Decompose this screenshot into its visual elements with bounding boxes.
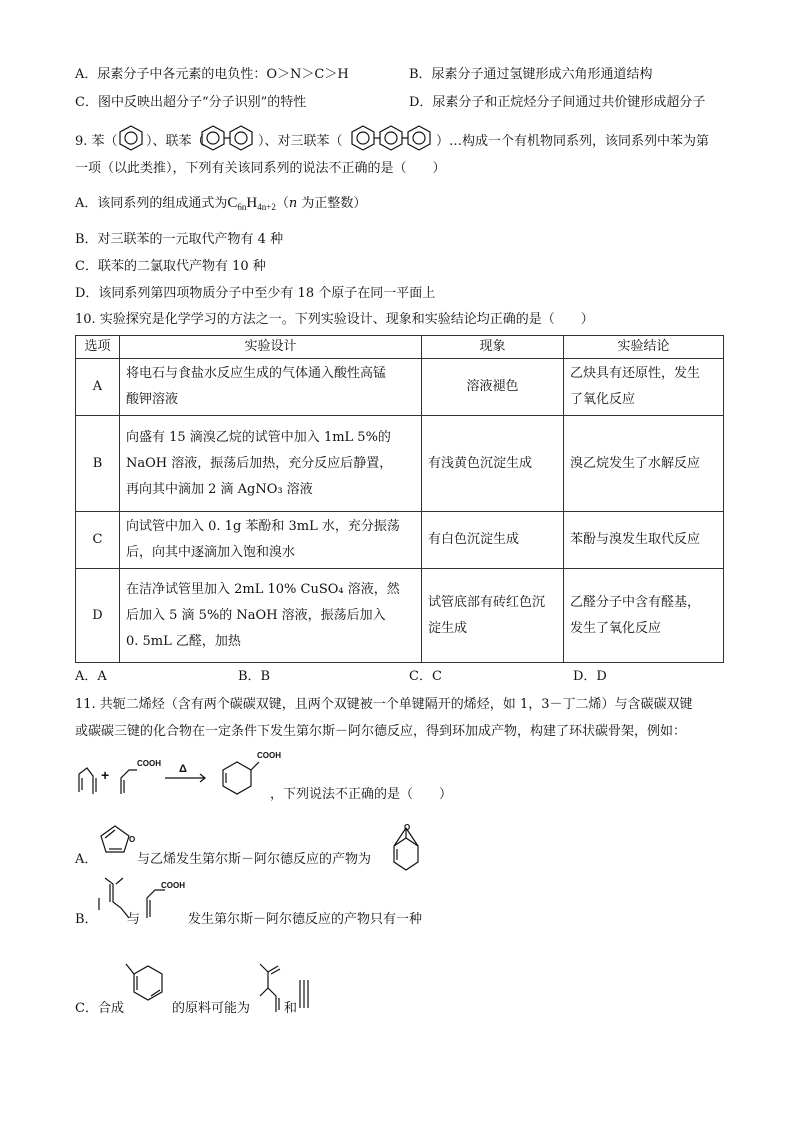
oxabicyclo-product-structure [386, 824, 430, 872]
row-phenomenon: 有白色沉淀生成 [422, 512, 564, 569]
header-option: 选项 [76, 336, 120, 359]
q9-option-b: B．对三联苯的一元取代产物有 4 种 [75, 232, 284, 247]
oxygen-label: O [404, 823, 411, 832]
row-phenomenon: 溶液褪色 [422, 359, 564, 416]
q11-option-c-text: 的原料可能为 [172, 1001, 251, 1016]
q10-answer-c: C．C [409, 669, 442, 684]
q10-answer-d: D．D [573, 669, 607, 684]
q10-answer-b: B．B [238, 669, 271, 684]
q11-option-c-label: C．合成 [75, 1001, 124, 1016]
q9-option-d: D．该同系列第四项物质分子中至少有 18 个原子在同一平面上 [75, 286, 436, 301]
row-design: 在洁净试管里加入 2mL 10% CuSO₄ 溶液，然 后加入 5 滴 5%的 NaOH 溶液，振荡后加入 0. 5mL 乙醛，加热 [120, 569, 422, 663]
header-design: 实验设计 [120, 336, 422, 359]
q11-option-b-label: B． [75, 912, 98, 927]
q10-stem: 10. 实验探究是化学学习的方法之一。下列实验设计、现象和实验结论均正确的是（ ） [75, 312, 594, 327]
table-header-row [76, 336, 724, 359]
table-row [76, 359, 724, 416]
row-conclusion: 乙炔具有还原性，发生 了氧化反应 [564, 359, 724, 416]
q9-stem-prefix: 9. 苯（ [75, 134, 118, 149]
q11-option-a-label: A． [75, 852, 98, 867]
oxygen-label: O [129, 835, 136, 844]
row-phenomenon: 试管底部有砖红色沉 淀生成 [422, 569, 564, 663]
experiment-table [75, 335, 724, 663]
biphenyl-structure [200, 124, 254, 152]
table-row [76, 416, 724, 512]
row-design: 向试管中加入 0. 1g 苯酚和 3mL 水，充分振荡 后，向其中逐滴加入饱和溴水 [120, 512, 422, 569]
row-conclusion: 溴乙烷发生了水解反应 [564, 416, 724, 512]
q11-stem-line2: 或碳碳三键的化合物在一定条件下发生第尔斯－阿尔德反应，得到环加成产物，构建了环状碳骨架，例如： [75, 724, 687, 739]
furan-structure [95, 820, 139, 864]
row-option: D [76, 569, 120, 663]
q8-option-b: B．尿素分子通过氢键形成六角形通道结构 [409, 67, 653, 82]
q11-stem-tail: ，下列说法不正确的是（ ） [270, 787, 453, 802]
q9-stem-part4: ）…构成一个有机物同系列，该同系列中苯为第 [436, 134, 710, 149]
row-design: 向盛有 15 滴溴乙烷的试管中加入 1mL 5%的 NaOH 溶液，振荡后加热，充分反应后静置， 再向其中滴加 2 滴 AgNO₃ 溶液 [120, 416, 422, 512]
q8-option-c: C．图中反映出超分子“分子识别”的特性 [75, 95, 307, 110]
q10-answer-a: A．A [75, 669, 107, 684]
plus-sign: + [101, 767, 110, 783]
row-option: A [76, 359, 120, 416]
q9-option-a: A．该同系列的组成通式为$C_{6n}H_{4n+2}(n$ 为正整数） [75, 195, 367, 212]
header-phenomenon: 现象 [422, 336, 564, 359]
row-design: 将电石与食盐水反应生成的气体通入酸性高锰 酸钾溶液 [120, 359, 422, 416]
cooh-label: COOH [161, 881, 185, 890]
delta-symbol: Δ [179, 763, 187, 775]
q8-option-a: A．尿素分子中各元素的电负性：O＞N＞C＞H [75, 67, 349, 82]
header-conclusion: 实验结论 [564, 336, 724, 359]
q9-stem-part3: ）、对三联苯（ [258, 134, 343, 149]
benzene-structure [118, 124, 144, 152]
diels-alder-scheme [75, 748, 285, 800]
table-row [76, 512, 724, 569]
q11-option-c-and: 和 [284, 1001, 298, 1016]
q9-stem-line2: 一项（以此类推），下列有关该同系列的说法不正确的是（ ） [75, 161, 446, 176]
row-phenomenon: 有浅黄色沉淀生成 [422, 416, 564, 512]
cooh-label: COOH [137, 759, 161, 768]
p-terphenyl-structure [350, 124, 432, 152]
cooh-label: COOH [257, 751, 281, 760]
q9-option-c: C．联苯的二氯取代产物有 10 种 [75, 259, 266, 274]
methylcyclohexadiene-structure [120, 960, 176, 1020]
q11-option-b-text: 发生第尔斯－阿尔德反应的产物只有一种 [188, 912, 423, 927]
table-row [76, 569, 724, 663]
q8-option-d: D．尿素分子和正烷烃分子间通过共价键形成超分子 [409, 95, 706, 110]
q11-stem-line1: 11. 共轭二烯烃（含有两个碳碳双键，且两个双键被一个单键隔开的烯烃，如 1，3－丁二烯）与含碳碳双键 [75, 697, 693, 712]
row-conclusion: 乙醛分子中含有醛基， 发生了氧化反应 [564, 569, 724, 663]
row-conclusion: 苯酚与溴发生取代反应 [564, 512, 724, 569]
q9-stem-part2: ）、联苯（ [146, 134, 205, 149]
q11-option-b-with: 与 [127, 912, 141, 927]
q11-option-a-text: 与乙烯发生第尔斯－阿尔德反应的产物为 [137, 852, 372, 867]
row-option: C [76, 512, 120, 569]
row-option: B [76, 416, 120, 512]
